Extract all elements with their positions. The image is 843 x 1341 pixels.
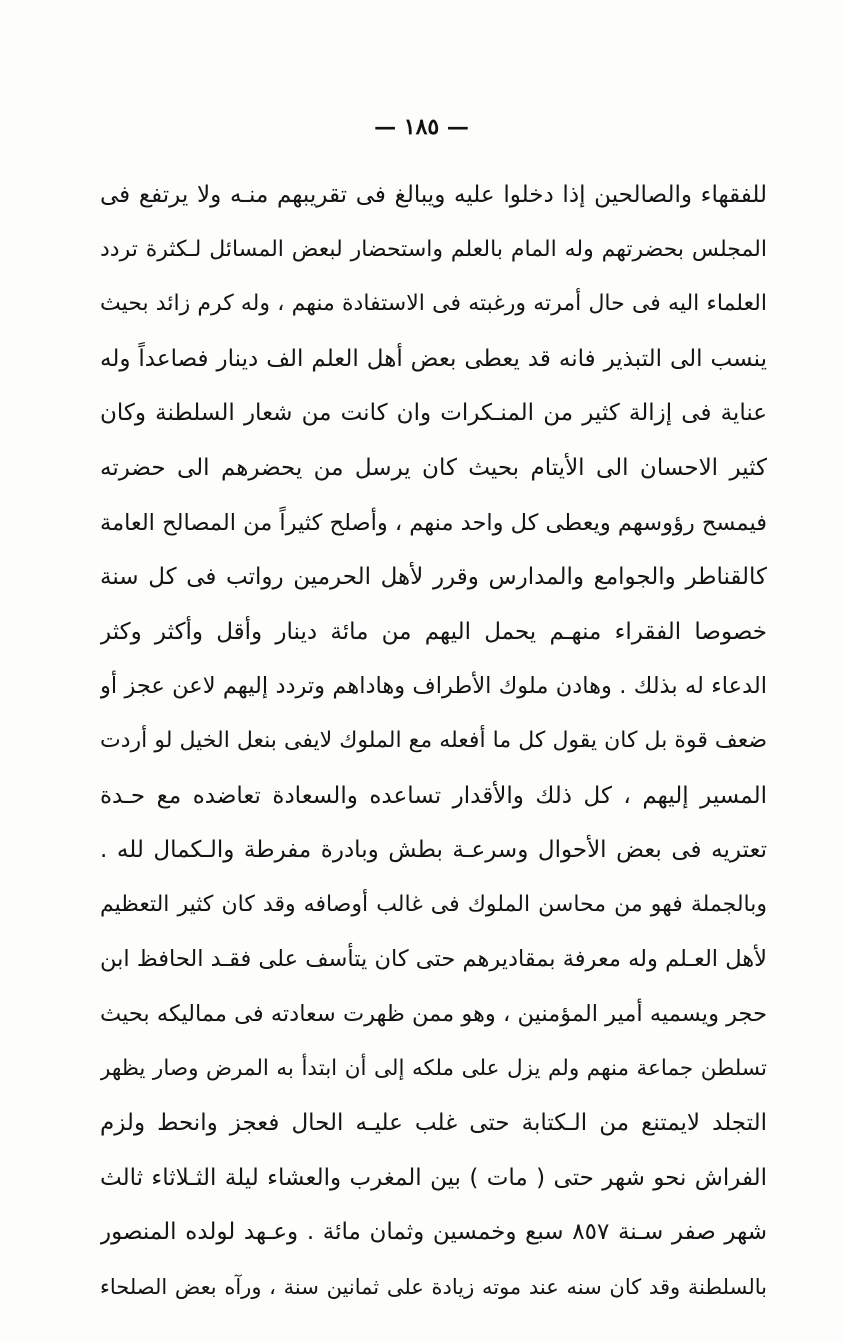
text-line: شهر صفر سـنة ٨٥٧ سبع وخمسين وثمان مائة . وعـهد لولده المنصور — [100, 1219, 767, 1246]
text-line: المسير إليهم ، كل ذلك والأقدار تساعده والسعادة تعاضده مع حـدة — [100, 782, 767, 809]
text-line: الدعاء له بذلك . وهادن ملوك الأطراف وهاداهم وتردد إليهم لاعن عجز أو — [100, 673, 767, 700]
text-line: للفقهاء والصالحين إذا دخلوا عليه ويبالغ فى تقريبهم منـه ولا يرتفع فى — [100, 182, 767, 208]
text-line: فيمسح رؤوسهم ويعطى كل واحد منهم ، وأصلح كثيراً من المصالح العامة — [100, 509, 767, 536]
text-line: ينسب الى التبذير فانه قد يعطى بعض أهل العلم الف دينار فصاعداً وله — [100, 345, 767, 372]
text-line: تسلطن جماعة منهم ولم يزل على ملكه إلى أن ابتدأ به المرض وصار يظهر — [100, 1055, 767, 1081]
text-line: كالقناطر والجوامع والمدارس وقرر لأهل الحرمين رواتب فى كل سنة — [100, 564, 767, 591]
text-line: ضعف قوة بل كان يقول كل ما أفعله مع الملوك لايفى بنعل الخيل لو أردت — [100, 727, 767, 753]
text-line: خصوصا الفقراء منهـم يحمل اليهم من مائة دينار وأقل وأكثر وكثر — [100, 618, 767, 645]
page-number: — ١٨٥ — — [374, 114, 469, 140]
text-line: التجلد لايمتنع من الـكتابة حتى غلب عليـه الحال فعجز وانحط ولزم — [100, 1110, 767, 1137]
text-line: لأهل العـلم وله معرفة بمقاديرهم حتى كان يتأسف على فقـد الحافظ ابن — [100, 946, 767, 973]
text-line: العلماء اليه فى حال أمرته ورغبته فى الاستفادة منهم ، وله كرم زائد بحيث — [100, 291, 767, 317]
text-line: حجر ويسميه أمير المؤمنين ، وهو ممن ظهرت سعادته فى مماليكه بحيث — [100, 1000, 767, 1027]
text-line: عناية فى إزالة كثير من المنـكرات وان كانت من شعار السلطنة وكان — [100, 400, 767, 427]
text-line: الفراش نحو شهر حتى ( مات ) بين المغرب والعشاء ليلة الثـلاثاء ثالث — [100, 1164, 767, 1191]
text-line: كثير الاحسان الى الأيتام بحيث كان يرسل من يحضرهم الى حضرته — [100, 454, 767, 481]
body-text — [100, 168, 767, 1314]
text-line: تعتريه فى بعض الأحوال وسرعـة بطش وبادرة مفرطة والـكمال لله . — [100, 837, 767, 864]
text-line: بالسلطنة وقد كان سنه عند موته زيادة على ثمانين سنة ، ورآه بعض الصلحاء — [100, 1274, 767, 1299]
text-line: المجلس بحضرتهم وله المام بالعلم واستحضار لبعض المسائل لـكثرة تردد — [100, 236, 767, 262]
text-line: وبالجملة فهو من محاسن الملوك فى غالب أوصافه وقد كان كثير التعظيم — [100, 891, 767, 917]
